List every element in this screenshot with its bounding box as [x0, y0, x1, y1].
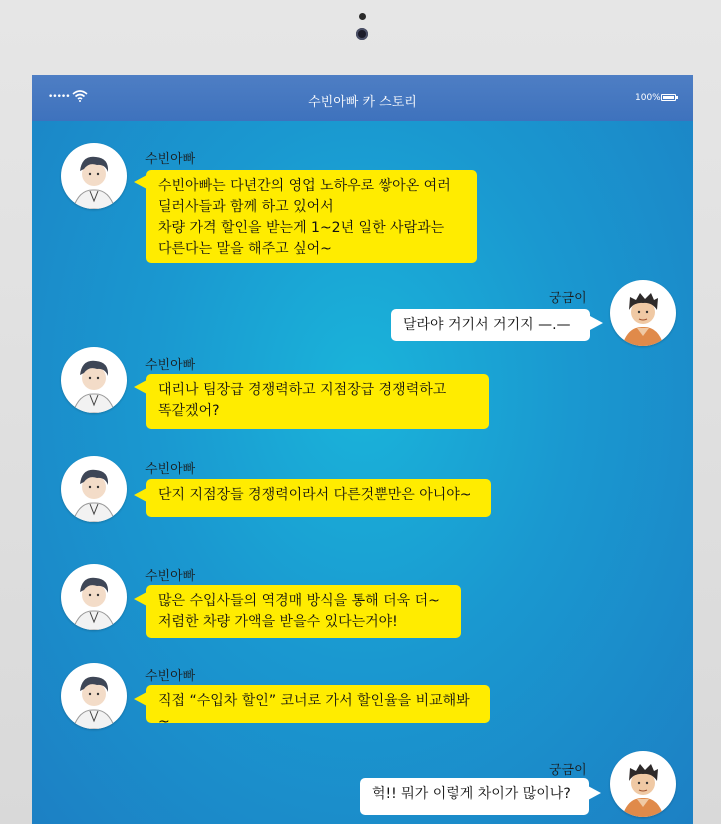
- sender-name: 수빈아빠: [145, 358, 196, 373]
- message-bubble: 헉!! 뭐가 이렇게 차이가 많이나?: [360, 778, 589, 815]
- message-bubble: 대리나 팀장급 경쟁력하고 지점장급 경쟁력하고 똑같겠어?: [146, 374, 489, 429]
- avatar-subin-dad[interactable]: [61, 143, 127, 209]
- message-bubble: 많은 수입사들의 역경매 방식을 통해 더욱 더~ 저렴한 차량 가액을 받을수 있다는거야!: [146, 585, 461, 638]
- sender-name: 수빈아빠: [145, 669, 196, 684]
- sender-name: 궁금이: [549, 763, 587, 778]
- sender-name: 수빈아빠: [145, 152, 196, 167]
- screen: [32, 75, 693, 824]
- message-bubble: 단지 지점장들 경쟁력이라서 다른것뿐만은 아니야~: [146, 479, 491, 517]
- avatar-subin-dad[interactable]: [61, 347, 127, 413]
- bubble-tail: [590, 316, 603, 330]
- chat-title: 수빈아빠 카 스토리: [308, 95, 417, 110]
- avatar-subin-dad[interactable]: [61, 456, 127, 522]
- front-sensor: [359, 13, 366, 20]
- signal-strength: •••••: [48, 92, 70, 102]
- avatar-subin-dad[interactable]: [61, 663, 127, 729]
- sender-name: 수빈아빠: [145, 569, 196, 584]
- front-camera: [356, 28, 368, 40]
- battery-icon: [661, 94, 676, 101]
- status-bar: [32, 75, 693, 121]
- sender-name: 수빈아빠: [145, 462, 196, 477]
- message-bubble: 달라야 거기서 거기지 —.—: [391, 309, 590, 341]
- sender-name: 궁금이: [549, 291, 587, 306]
- bubble-tail: [588, 786, 601, 800]
- message-bubble: 직접 “수입차 할인” 코너로 가서 할인율을 비교해봐~: [146, 685, 490, 723]
- avatar-gunggeumi[interactable]: [610, 751, 676, 817]
- message-bubble: 수빈아빠는 다년간의 영업 노하우로 쌓아온 여러 딜러사들과 함께 하고 있어서 차량 가격 할인을 받는게 1~2년 일한 사람과는 다른다는 말을 해주고 싶어~: [146, 170, 477, 263]
- avatar-gunggeumi[interactable]: [610, 280, 676, 346]
- avatar-subin-dad[interactable]: [61, 564, 127, 630]
- battery-percent: 100%: [635, 93, 661, 103]
